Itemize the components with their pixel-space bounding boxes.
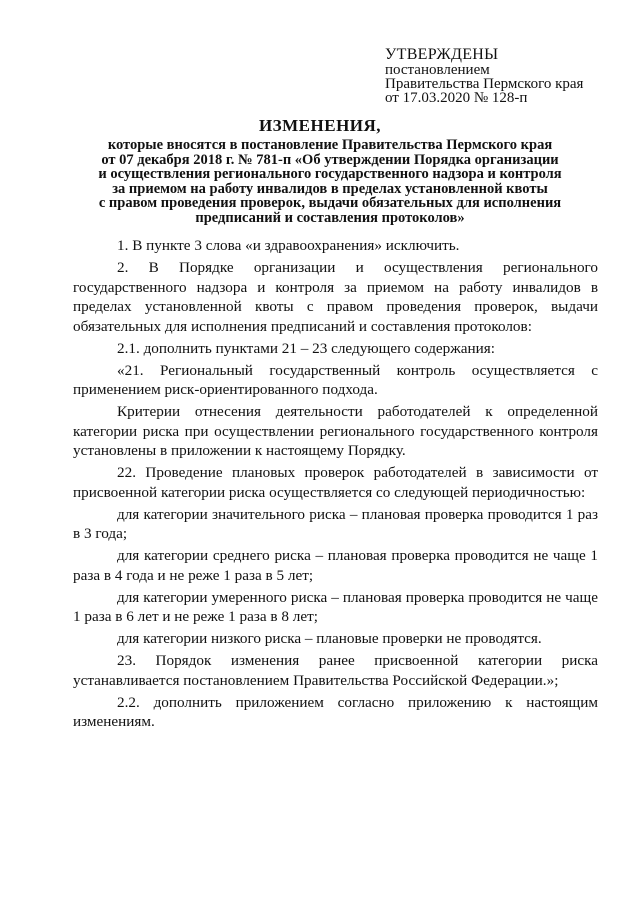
document-body [73,236,598,734]
approval-line-3: от 17.03.2020 № 128-п [385,90,528,106]
subtitle-line: предписаний и составления протоколов» [195,209,465,226]
paragraph-item-23: 23. Порядок изменения ранее присвоенной категории риска устанавливается постановлением Правительства Российской Федерации.»; [73,652,598,689]
paragraph-low-risk: для категории низкого риска – плановые проверки не проводятся. [117,630,542,647]
paragraph-item-1: 1. В пункте 3 слова «и здравоохранения» исключить. [117,237,460,254]
paragraph-item-21: «21. Региональный государственный контроль осуществляется с применением риск-ориентированного подхода. [73,361,598,398]
subtitle-line: которые вносятся в постановление Правительства Пермского края [107,137,553,153]
approval-stamp [385,46,625,105]
paragraph-item-22: 22. Проведение плановых проверок работодателей в зависимости от присвоенной категории риска осуществляется со следующей периодичностью: [73,464,598,501]
paragraph-item-2-2: 2.2. дополнить приложением согласно приложению к настоящим изменениям. [73,693,598,730]
paragraph-medium-risk: для категории среднего риска – плановая проверка проводится не чаще 1 раза в 4 года и не реже 1 раза в 5 лет; [73,547,598,584]
paragraph-criteria: Критерии отнесения деятельности работодателей к определенной категории риска при осуществлении регионального государственного контроля установлены в приложении к настоящему Порядку. [73,403,598,459]
subtitle-line: за приемом на работу инвалидов в пределах установленной квоты [112,180,548,197]
subtitle-line: с правом проведения проверок, выдачи обязательных для исполнения [98,195,562,212]
approval-line-1: постановлением [385,62,490,78]
document-subtitle [80,138,580,226]
paragraph-moderate-risk: для категории умеренного риска – плановая проверка проводится не чаще 1 раза в 6 лет и не реже 1 раза в 8 лет; [73,588,598,625]
approval-heading: УТВЕРЖДЕНЫ [385,46,499,63]
subtitle-line: и осуществления регионального государственного надзора и контроля [98,166,562,183]
approval-line-2: Правительства Пермского края [385,76,584,92]
paragraph-item-2: 2. В Порядке организации и осуществления регионального государственного надзора и контроля за приемом на работу инвалидов в пределах установленной квоты с правом проведения проверок, выдачи обязательных для исполнения предписаний и составления протоколов: [73,259,598,335]
subtitle-line: от 07 декабря 2018 г. № 781-п «Об утверждении Порядка организации [101,151,559,168]
paragraph-item-2-1: 2.1. дополнить пунктами 21 – 23 следующего содержания: [117,339,495,357]
paragraph-significant-risk: для категории значительного риска – плановая проверка проводится 1 раз в 3 года; [73,505,598,542]
document-title: ИЗМЕНЕНИЯ, [258,116,382,135]
